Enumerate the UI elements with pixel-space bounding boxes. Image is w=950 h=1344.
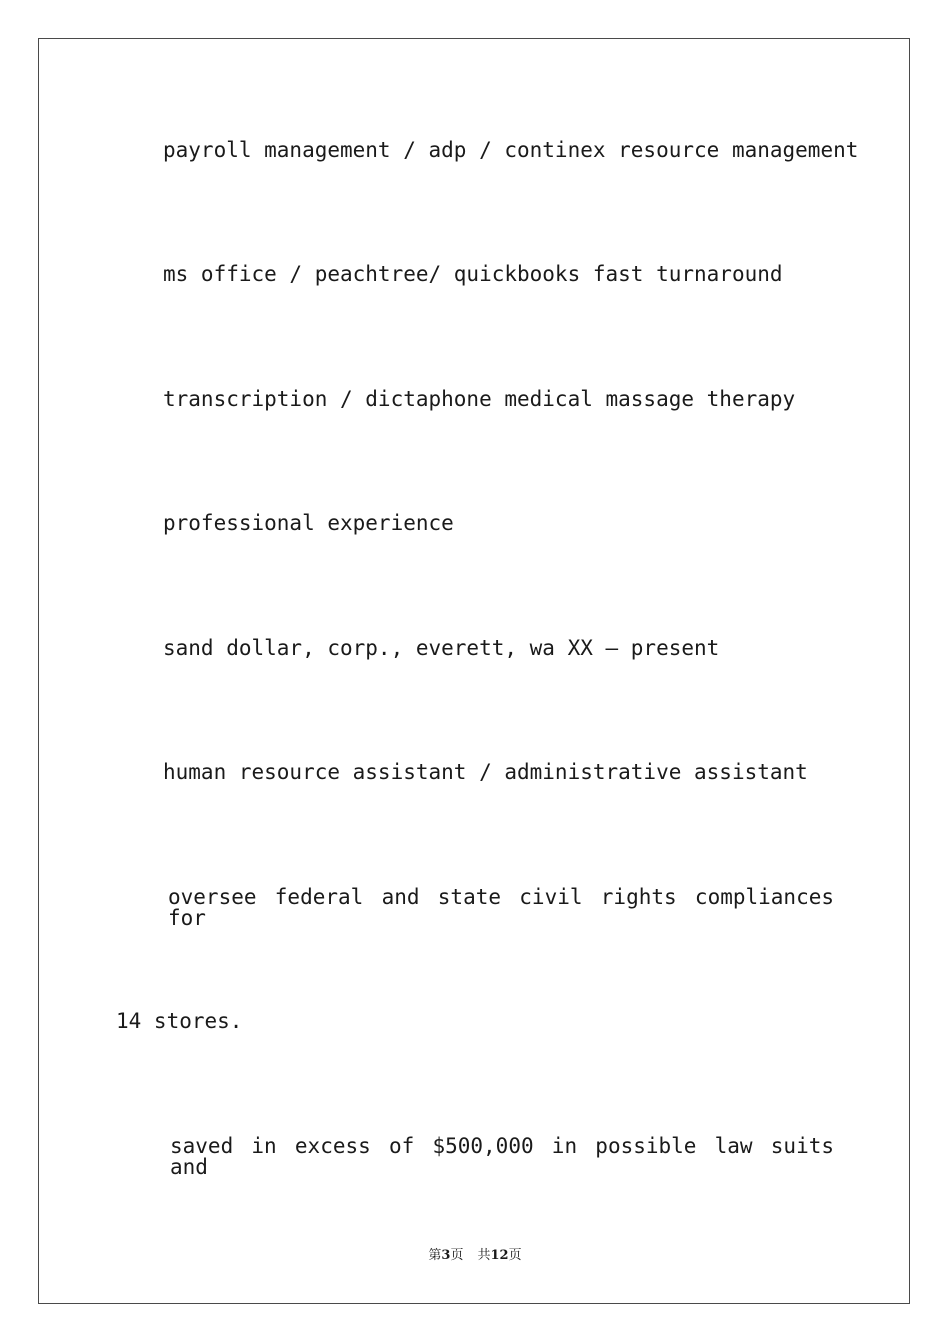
text-line-employer: sand dollar, corp., everett, wa XX – present	[163, 636, 720, 660]
page-footer	[0, 1249, 950, 1262]
text-line-duty-civil-rights-cont: 14 stores.	[116, 1009, 243, 1033]
footer-page-suffix: 页	[450, 1248, 464, 1263]
footer-page-current: 3	[441, 1248, 451, 1263]
section-heading-experience: professional experience	[163, 511, 454, 535]
text-line-skills-office: ms office / peachtree/ quickbooks fast turnaround	[163, 262, 783, 286]
page-border	[38, 38, 910, 1304]
text-line-skills-payroll: payroll management / adp / continex resource management	[163, 138, 859, 162]
text-line-skills-transcription: transcription / dictaphone medical massage therapy	[163, 387, 796, 411]
text-line-job-title: human resource assistant / administrative assistant	[163, 760, 808, 784]
footer-page-total: 12	[490, 1248, 509, 1263]
text-line-duty-civil-rights: oversee federal and state civil rights compliances for	[168, 885, 834, 930]
text-line-duty-savings: saved in excess of $500,000 in possible law suits and	[170, 1134, 834, 1179]
footer-total-suffix: 页	[508, 1248, 522, 1263]
footer-page-prefix: 第	[428, 1248, 442, 1263]
footer-total-prefix: 共	[477, 1248, 491, 1263]
